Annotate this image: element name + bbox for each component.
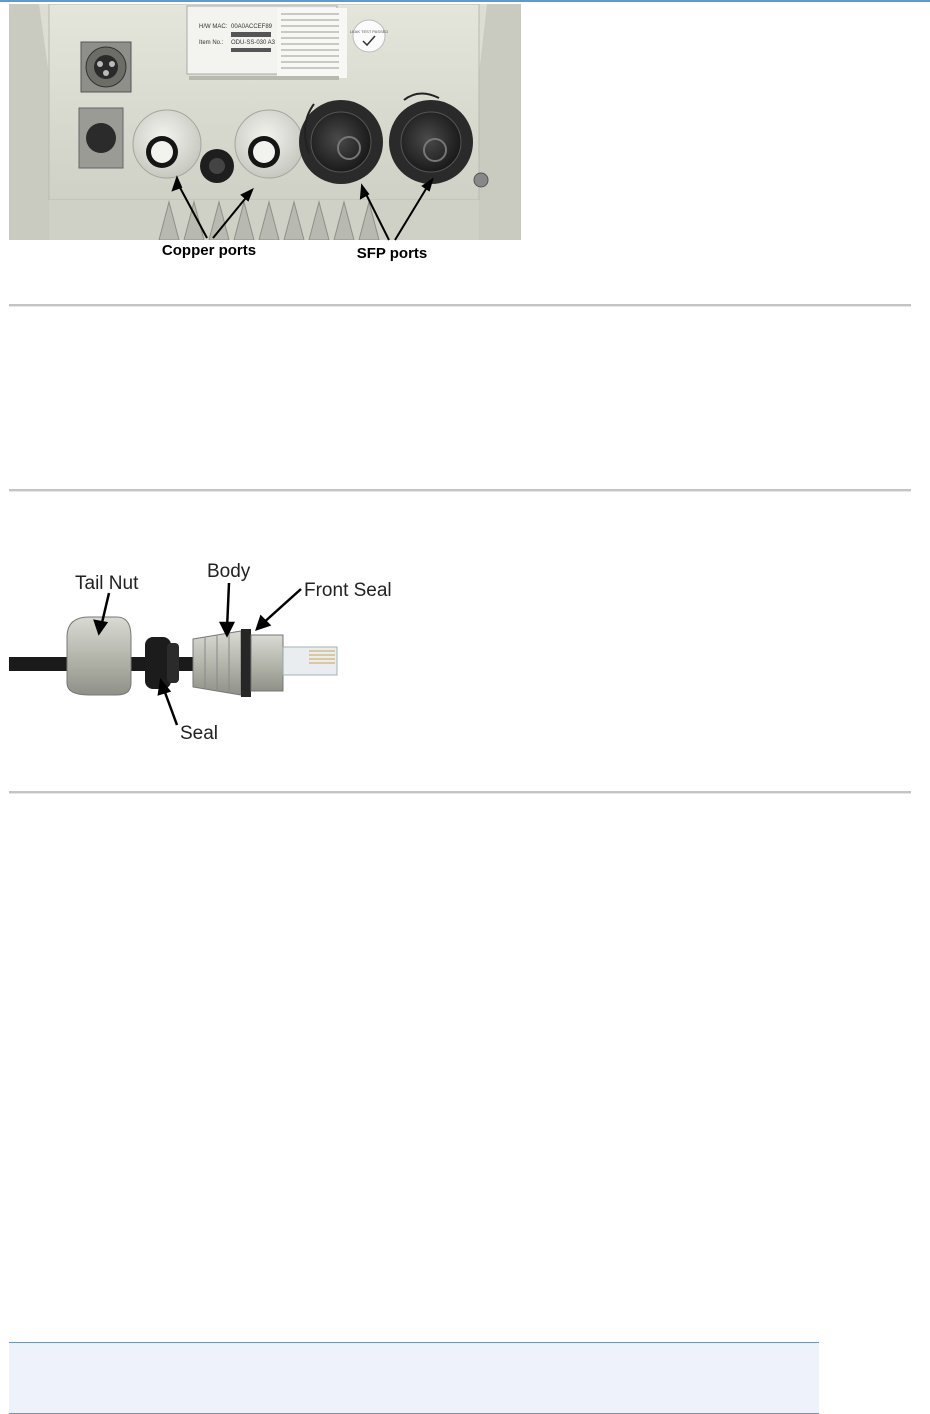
copper-port-2	[235, 110, 303, 178]
power-connector	[81, 42, 131, 92]
front-seal-label: Front Seal	[304, 580, 392, 601]
leak-test-text: LEAK TEST PASSED	[349, 29, 389, 34]
body-label: Body	[207, 561, 251, 582]
small-connector	[200, 149, 234, 183]
leak-test-sticker	[353, 20, 385, 52]
separator-3	[9, 791, 911, 794]
item-no-label: Item No.:	[199, 40, 224, 46]
note-box	[9, 1342, 819, 1414]
cable-gland-diagram	[9, 555, 409, 750]
body-part	[193, 631, 241, 695]
cable-gland-figure	[9, 555, 409, 750]
front-seal-arrow	[261, 589, 301, 625]
top-accent-rule	[0, 0, 930, 2]
tail-nut-label: Tail Nut	[75, 573, 139, 594]
front-seal-part	[241, 629, 251, 697]
copper-port-1	[133, 110, 201, 178]
sfp-port-1	[299, 100, 383, 184]
hw-mac-value: 00A0ACCEF89	[231, 24, 273, 30]
hw-mac-label: H/W MAC:	[199, 24, 228, 30]
item-no-value: ODU-SS-030 A3	[231, 40, 276, 46]
ground-connector	[79, 108, 123, 168]
separator-1	[9, 304, 911, 307]
separator-2	[9, 489, 911, 492]
seal-label: Seal	[180, 723, 219, 744]
ports-photo	[9, 4, 521, 266]
sfp-ports-label: SFP ports	[356, 245, 428, 262]
rj45-plug	[283, 647, 337, 675]
ports-photo-figure	[9, 4, 521, 266]
copper-ports-label: Copper ports	[161, 242, 257, 259]
